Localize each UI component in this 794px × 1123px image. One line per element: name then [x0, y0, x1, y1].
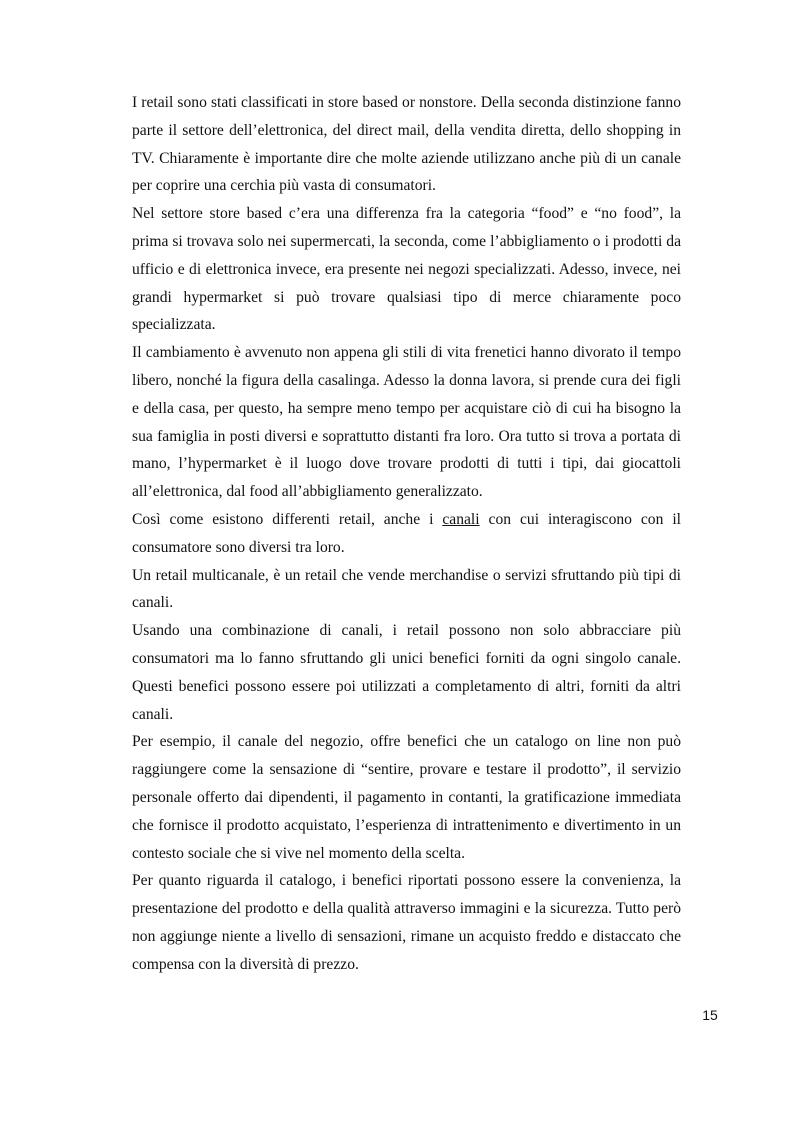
body-text	[132, 89, 681, 979]
paragraph-store-benefits: Per esempio, il canale del negozio, offre benefici che un catalogo on line non può raggiungere come la sensazione di “sentire, provare e testare il prodotto”, il servizio personale offerto dai dipendenti, il pagamento in contanti, la gratificazione immediata che fornisce il prodotto acquistato, l’esperienza di intrattenimento e divertimento in un contesto sociale che si vive nel momento della scelta.	[132, 733, 681, 862]
paragraph-store-based-nonstore: I retail sono stati classificati in store based or nonstore. Della seconda distinzione fanno parte il settore dell’elettronica, del direct mail, della vendita diretta, dello shopping in TV. Chiaramente è importante dire che molte aziende utilizzano anche più di un canale per coprire una cerchia più vasta di consumatori.	[132, 94, 681, 195]
paragraph-lifestyle-change: Il cambiamento è avvenuto non appena gli stili di vita frenetici hanno divorato il tempo libero, nonché la figura della casalinga. Adesso la donna lavora, si prende cura dei figli e della casa, per questo, ha sempre meno tempo per acquistare ciò di cui ha bisogno la sua famiglia in posti diversi e soprattutto distanti fra loro. Ora tutto si trova a portata di mano, l’hypermarket è il luogo dove trovare prodotti di tutti i tipi, dai giocattoli all’elettronica, dal food all’abbigliamento generalizzato.	[132, 344, 681, 501]
paragraph-catalog-benefits: Per quanto riguarda il catalogo, i benefici riportati possono essere la convenienza, la presentazione del prodotto e della qualità attraverso immagini e la sicurezza. Tutto però non aggiunge niente a livello di sensazioni, rimane un acquisto freddo e distaccato che compensa con la diversità di prezzo.	[132, 872, 681, 973]
page-number: 15	[702, 1007, 718, 1023]
paragraph-channel-combination: Usando una combinazione di canali, i retail possono non solo abbracciare più consumatori ma lo fanno sfruttando gli unici benefici forniti da ogni singolo canale. Questi benefici possono essere poi utilizzati a completamento di altri, forniti da altri canali.	[132, 622, 681, 723]
paragraph-channels-before: Così come esistono differenti retail, anche i	[132, 510, 443, 528]
paragraph-channels-after: con cui interagiscono con il consumatore sono diversi tra loro.	[132, 510, 682, 556]
paragraph-channels	[132, 506, 681, 562]
paragraph-multichannel-retail: Un retail multicanale, è un retail che vende merchandise o servizi sfruttando più tipi di canali.	[132, 566, 681, 612]
paragraph-food-no-food: Nel settore store based c’era una differenza fra la categoria “food” e “no food”, la prima si trovava solo nei supermercati, la seconda, come l’abbigliamento o i prodotti da ufficio e di elettronica invece, era presente nei negozi specializzati. Adesso, invece, nei grandi hypermarket si può trovare qualsiasi tipo di merce chiaramente poco specializzata.	[132, 205, 681, 334]
channels-underlined-term: canali	[442, 510, 480, 528]
